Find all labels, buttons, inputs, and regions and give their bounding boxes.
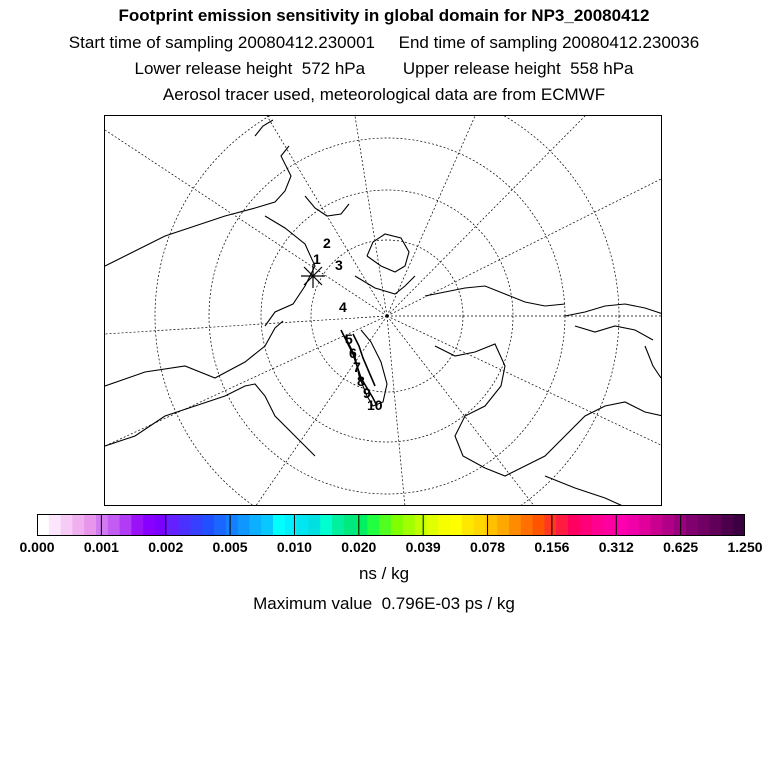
color-scale-cell [285,514,297,536]
color-scale-tick-label: 0.000 [19,539,55,555]
color-scale-cell [143,514,155,536]
tracer-info: Aerosol tracer used, meteorological data are from ECMWF [162,85,606,104]
color-scale-tick-label: 0.078 [470,539,506,555]
release-heights: Lower release height 572 hPa Upper release height 558 hPa [134,59,634,78]
color-scale-cell [261,514,273,536]
color-scale-cell [320,514,332,536]
color-scale-cell [367,514,379,536]
color-scale-cell [603,514,615,536]
trajectory-marker-3: 3 [335,257,343,273]
color-scale-cell [308,514,320,536]
color-scale-cell [96,514,108,536]
color-scale-cell [179,514,191,536]
color-scale-cell [698,514,710,536]
color-scale-cell [509,514,521,536]
color-scale-cell [556,514,568,536]
color-scale-tick-label: 0.005 [212,539,248,555]
color-scale-tick-label: 1.250 [727,539,763,555]
color-scale-cell [627,514,639,536]
color-scale-cell [474,514,486,536]
color-scale-tick-label: 0.010 [276,539,312,555]
color-scale-cell [226,514,238,536]
color-scale-tick-label: 0.039 [405,539,441,555]
color-scale-cell [49,514,61,536]
color-scale-cell [356,514,368,536]
color-scale-cell [438,514,450,536]
color-scale-tick-label: 0.312 [598,539,634,555]
color-scale-tick-label: 0.625 [663,539,699,555]
trajectory-marker-8: 8 [357,373,365,389]
color-scale-labels [0,539,768,559]
map-title: Footprint emission sensitivity in global domain for NP3_20080412 [118,6,650,25]
trajectory-marker-6: 6 [349,345,357,361]
color-scale-cell [592,514,604,536]
color-scale-tick-label: 0.020 [341,539,377,555]
trajectory-marker-10: 10 [367,397,383,413]
color-scale-bar [37,514,745,536]
color-scale-cell [651,514,663,536]
color-scale-cell [733,514,745,536]
color-scale-cell [544,514,556,536]
color-scale-cell [214,514,226,536]
unit-label: ns / kg [358,564,410,583]
color-scale-cell [497,514,509,536]
color-scale-cell [108,514,120,536]
sampling-times: Start time of sampling 20080412.230001 End time of sampling 20080412.230036 [68,33,700,52]
polar-map [104,115,662,506]
color-scale-cell [686,514,698,536]
map-canvas [105,116,662,506]
color-scale-cell [391,514,403,536]
meridian-lines [105,116,662,506]
color-scale-cell [202,514,214,536]
coastlines [105,120,662,506]
color-scale-cell [238,514,250,536]
color-scale-cell [249,514,261,536]
color-scale-cell [72,514,84,536]
maximum-value-label: Maximum value 0.796E-03 ps / kg [253,594,515,613]
color-scale-cell [426,514,438,536]
color-scale-cell [462,514,474,536]
color-scale-tick-label: 0.001 [83,539,119,555]
color-scale-cell [379,514,391,536]
color-scale-cell [639,514,651,536]
color-scale-cell [190,514,202,536]
color-scale-cell [120,514,132,536]
color-scale-cell [131,514,143,536]
color-scale-cell [721,514,733,536]
color-scale-cell [403,514,415,536]
color-scale-cell [450,514,462,536]
latitude-circles [155,116,619,506]
color-scale-cell [580,514,592,536]
trajectory-marker-5: 5 [345,331,353,347]
color-scale-cell [415,514,427,536]
trajectory-marker-2: 2 [323,235,331,251]
color-scale-cell [297,514,309,536]
trajectory-marker-4: 4 [339,299,347,315]
trajectory-marker-7: 7 [353,359,361,375]
color-scale-cell [332,514,344,536]
release-point-marker [301,264,325,288]
color-scale-cell [84,514,96,536]
color-scale-cell [344,514,356,536]
color-scale-cell [521,514,533,536]
color-scale-tick-label: 0.002 [148,539,184,555]
color-scale-cell [273,514,285,536]
color-scale-tick-label: 0.156 [534,539,570,555]
color-scale-cell [61,514,73,536]
color-scale-cell [662,514,674,536]
color-scale-cell [167,514,179,536]
trajectory-marker-1: 1 [313,251,321,267]
color-scale-cell [615,514,627,536]
color-scale-cell [568,514,580,536]
color-scale-cell [710,514,722,536]
trajectory-marker-9: 9 [363,385,371,401]
color-scale-cell [37,514,49,536]
color-scale-cell [533,514,545,536]
